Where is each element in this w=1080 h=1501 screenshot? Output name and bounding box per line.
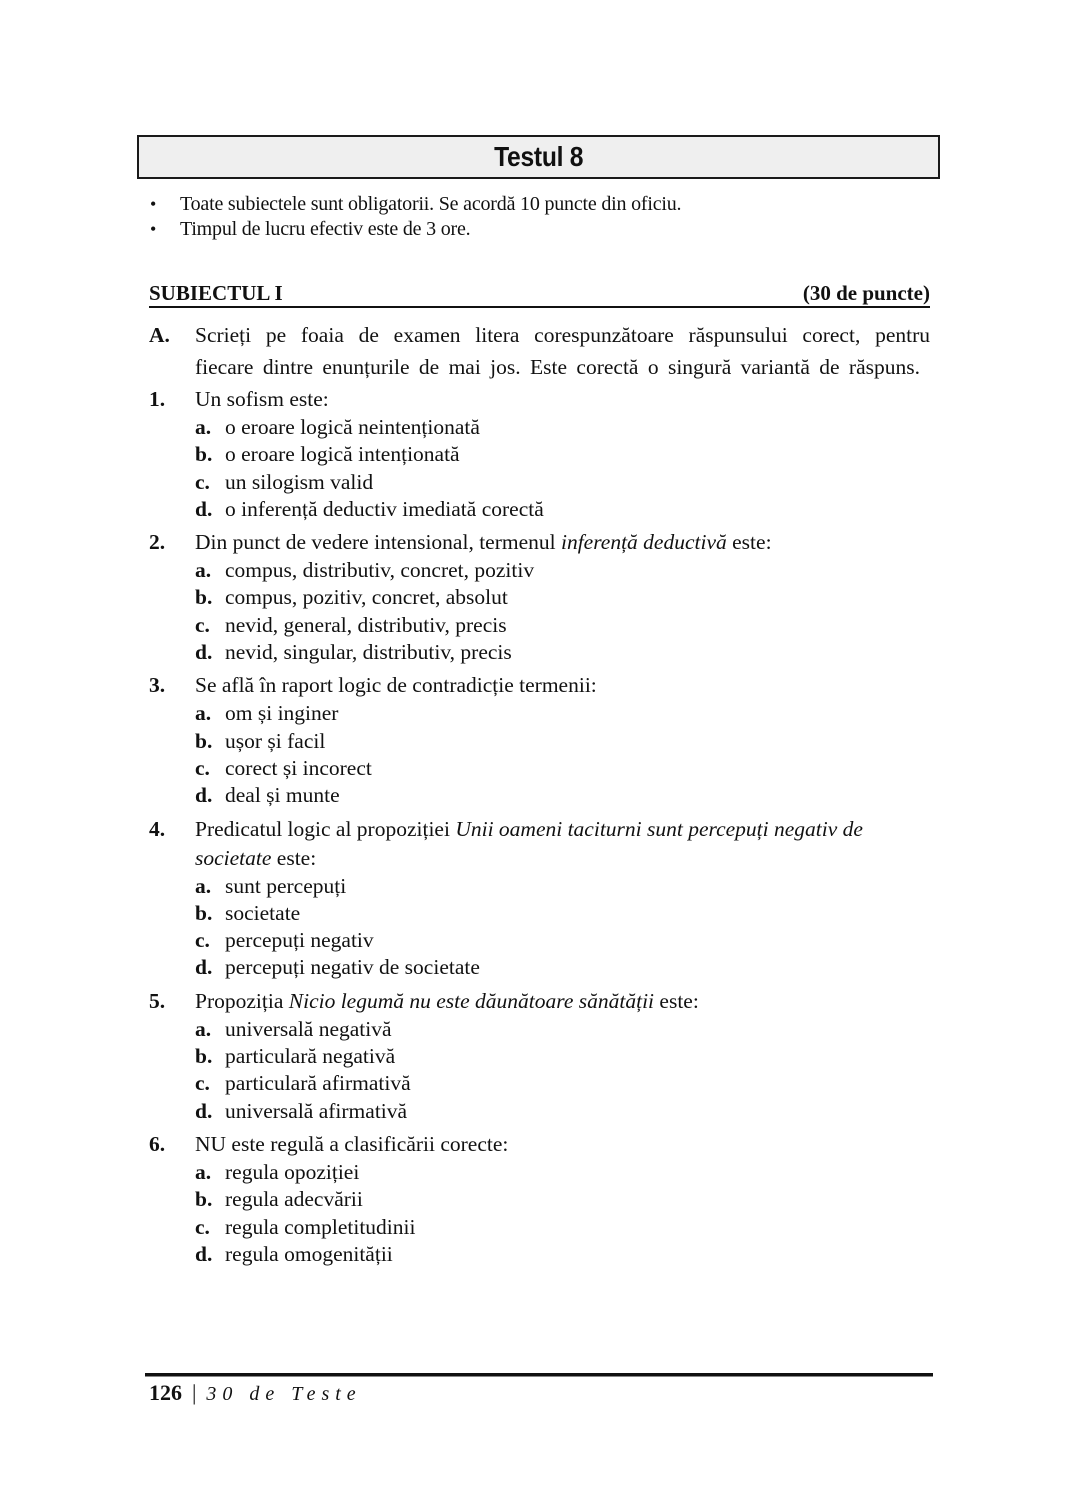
option-a: a. universală negativă <box>195 1016 392 1041</box>
section-points: (30 de puncte) <box>802 281 930 305</box>
page-number: 126 <box>149 1380 182 1405</box>
option-c: c. regula completitudinii <box>195 1214 416 1239</box>
question-6 <box>149 1130 930 1268</box>
question-stem: Se află în raport logic de contradicție termenii: <box>195 673 597 698</box>
question-number: 4. <box>149 816 166 841</box>
option-d: d. percepuți negativ de societate <box>195 955 480 980</box>
option-d: d. o inferență deductiv imediată corectă <box>195 496 544 521</box>
part-a-label: A. <box>149 323 170 347</box>
option-b: b. particulară negativă <box>195 1044 396 1069</box>
question-1 <box>149 385 930 523</box>
question-stem: Un sofism este: <box>195 387 329 411</box>
option-d: d. deal și munte <box>195 783 340 808</box>
option-a: a. om și inginer <box>195 701 339 726</box>
option-d: d. universală afirmativă <box>195 1098 408 1123</box>
footer-separator: | <box>192 1380 197 1405</box>
option-a: a. o eroare logică neintenționată <box>195 415 480 439</box>
question-stem: Propoziția Nicio legumă nu este dăunătoare sănătății este: <box>195 988 699 1013</box>
question-3 <box>149 671 930 809</box>
book-title: 30 de Teste <box>206 1383 362 1405</box>
option-b: b. ușor și facil <box>195 728 326 753</box>
option-c: c. corect și incorect <box>195 755 372 780</box>
option-b: b. o eroare logică intenționată <box>195 442 460 467</box>
option-a: a. regula opoziției <box>195 1159 360 1184</box>
bullet-icon: • <box>150 219 157 239</box>
question-number: 1. <box>149 387 166 411</box>
option-c: c. percepuți negativ <box>195 928 374 953</box>
question-number: 6. <box>149 1131 166 1156</box>
question-stem: Predicatul logic al propoziției Unii oameni taciturni sunt percepuți negativ de societate este: <box>195 816 863 870</box>
part-a-instructions: Scrieți pe foaia de examen litera corespunzătoare răspunsului corect, pentru fiecare dintre enunțurile de mai jos. Este corectă o singură variantă de răspuns. <box>195 323 930 379</box>
option-d: d. regula omogenității <box>195 1241 393 1266</box>
option-a: a. sunt percepuți <box>195 873 347 898</box>
option-c: c. un silogism valid <box>195 469 374 494</box>
option-c: c. nevid, general, distributiv, precis <box>195 612 507 637</box>
option-b: b. regula adecvării <box>195 1187 363 1212</box>
question-number: 3. <box>149 673 166 698</box>
option-b: b. compus, pozitiv, concret, absolut <box>195 585 508 610</box>
question-number: 5. <box>149 988 166 1013</box>
question-stem: Din punct de vedere intensional, termenul inferență deductivă este: <box>195 530 772 555</box>
instruction-text: Timpul de lucru efectiv este de 3 ore. <box>180 218 471 240</box>
question-2 <box>149 528 930 666</box>
option-c: c. particulară afirmativă <box>195 1071 411 1096</box>
section-heading <box>149 280 930 308</box>
section-title: SUBIECTUL I <box>149 281 283 305</box>
instruction-text: Toate subiectele sunt obligatorii. Se acordă 10 puncte din oficiu. <box>180 193 682 215</box>
option-a: a. compus, distributiv, concret, pozitiv <box>195 558 535 583</box>
bullet-icon: • <box>150 194 157 214</box>
instruction-item <box>148 192 938 217</box>
instructions-list <box>148 192 938 242</box>
test-title-box <box>137 135 940 179</box>
question-4 <box>149 815 930 982</box>
question-number: 2. <box>149 530 166 555</box>
question-stem: NU este regulă a clasificării corecte: <box>195 1131 509 1156</box>
option-b: b. societate <box>195 900 301 925</box>
option-d: d. nevid, singular, distributiv, precis <box>195 640 512 665</box>
footer-divider <box>145 1373 933 1377</box>
part-a-intro <box>149 320 930 383</box>
questions-content <box>149 320 930 1268</box>
test-title: Testul 8 <box>493 141 584 172</box>
page-footer <box>149 1378 362 1409</box>
instruction-item <box>148 217 938 242</box>
question-5 <box>149 987 930 1125</box>
